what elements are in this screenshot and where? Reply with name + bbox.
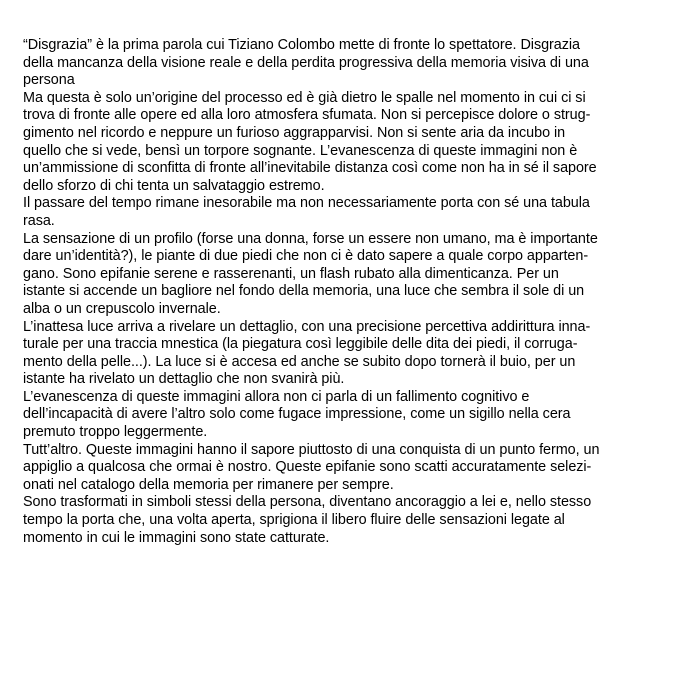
text-line: della mancanza della visione reale e della perdita progressiva della memoria visiva di una: [23, 54, 589, 71]
text-line: gimento nel ricordo e neppure un furioso aggrapparvisi. Non si sente aria da incubo in: [23, 124, 566, 141]
text-line: dello sforzo di chi tenta un salvataggio estremo.: [23, 177, 325, 194]
body-text: [23, 37, 683, 547]
text-line: “Disgrazia” è la prima parola cui Tiziano Colombo mette di fronte lo spettatore. Disgrazia: [23, 37, 580, 53]
text-line: L’inattesa luce arriva a rivelare un dettaglio, con una precisione percettiva addirittura inna-: [23, 318, 591, 335]
text-line: La sensazione di un profilo (forse una donna, forse un essere non umano, ma è importante: [23, 230, 598, 247]
text-line: Sono trasformati in simboli stessi della persona, diventano ancoraggio a lei e, nello stesso: [23, 494, 592, 511]
text-line: premuto troppo leggermente.: [23, 424, 208, 441]
text-line: L’evanescenza di queste immagini allora non ci parla di un fallimento cognitivo e: [23, 388, 530, 405]
text-line: istante ha rivelato un dettaglio che non svanirà più.: [23, 371, 345, 388]
text-line: tempo la porta che, una volta aperta, sprigiona il libero fluire delle sensazioni legate al: [23, 512, 565, 529]
text-line: quello che si vede, bensì un torpore sognante. L’evanescenza di queste immagini non è: [23, 142, 578, 159]
text-line: trova di fronte alle opere ed alla loro atmosfera sfumata. Non si percepisce dolore o strug-: [23, 107, 591, 124]
text-line: Il passare del tempo rimane inesorabile ma non necessariamente porta con sé una tabula: [23, 195, 590, 212]
text-line: un’ammissione di sconfitta di fronte all’inevitabile distanza così come non ha in sé il sapore: [23, 160, 597, 177]
text-line: Ma questa è solo un’origine del processo ed è già dietro le spalle nel momento in cui ci si: [23, 89, 586, 106]
text-line: appiglio a qualcosa che ormai è nostro. Queste epifanie sono scatti accuratamente selezi-: [23, 459, 592, 476]
text-line: alba o un crepuscolo invernale.: [23, 300, 221, 317]
text-line: turale per una traccia mnestica (la piegatura così leggibile delle dita dei piedi, il corruga-: [23, 336, 578, 353]
text-line: gano. Sono epifanie serene e rasserenanti, un flash rubato alla dimenticanza. Per un: [23, 265, 559, 282]
text-line: Tutt’altro. Queste immagini hanno il sapore piuttosto di una conquista di un punto fermo, un: [23, 441, 600, 458]
text-line: momento in cui le immagini sono state catturate.: [23, 529, 330, 546]
text-line: dell’incapacità di avere l’altro solo come fugace impressione, come un sigillo nella cera: [23, 406, 571, 423]
text-line: istante si accende un bagliore nel fondo della memoria, una luce che sembra il sole di un: [23, 283, 585, 300]
text-line: persona: [23, 72, 75, 89]
text-line: onati nel catalogo della memoria per rimanere per sempre.: [23, 476, 394, 493]
text-line: dare un’identità?), le piante di due piedi che non ci è dato sapere a quale corpo apparten-: [23, 248, 589, 265]
text-line: rasa.: [23, 212, 55, 229]
text-line: mento della pelle...). La luce si è accesa ed anche se subito dopo tornerà il buio, per un: [23, 353, 576, 370]
